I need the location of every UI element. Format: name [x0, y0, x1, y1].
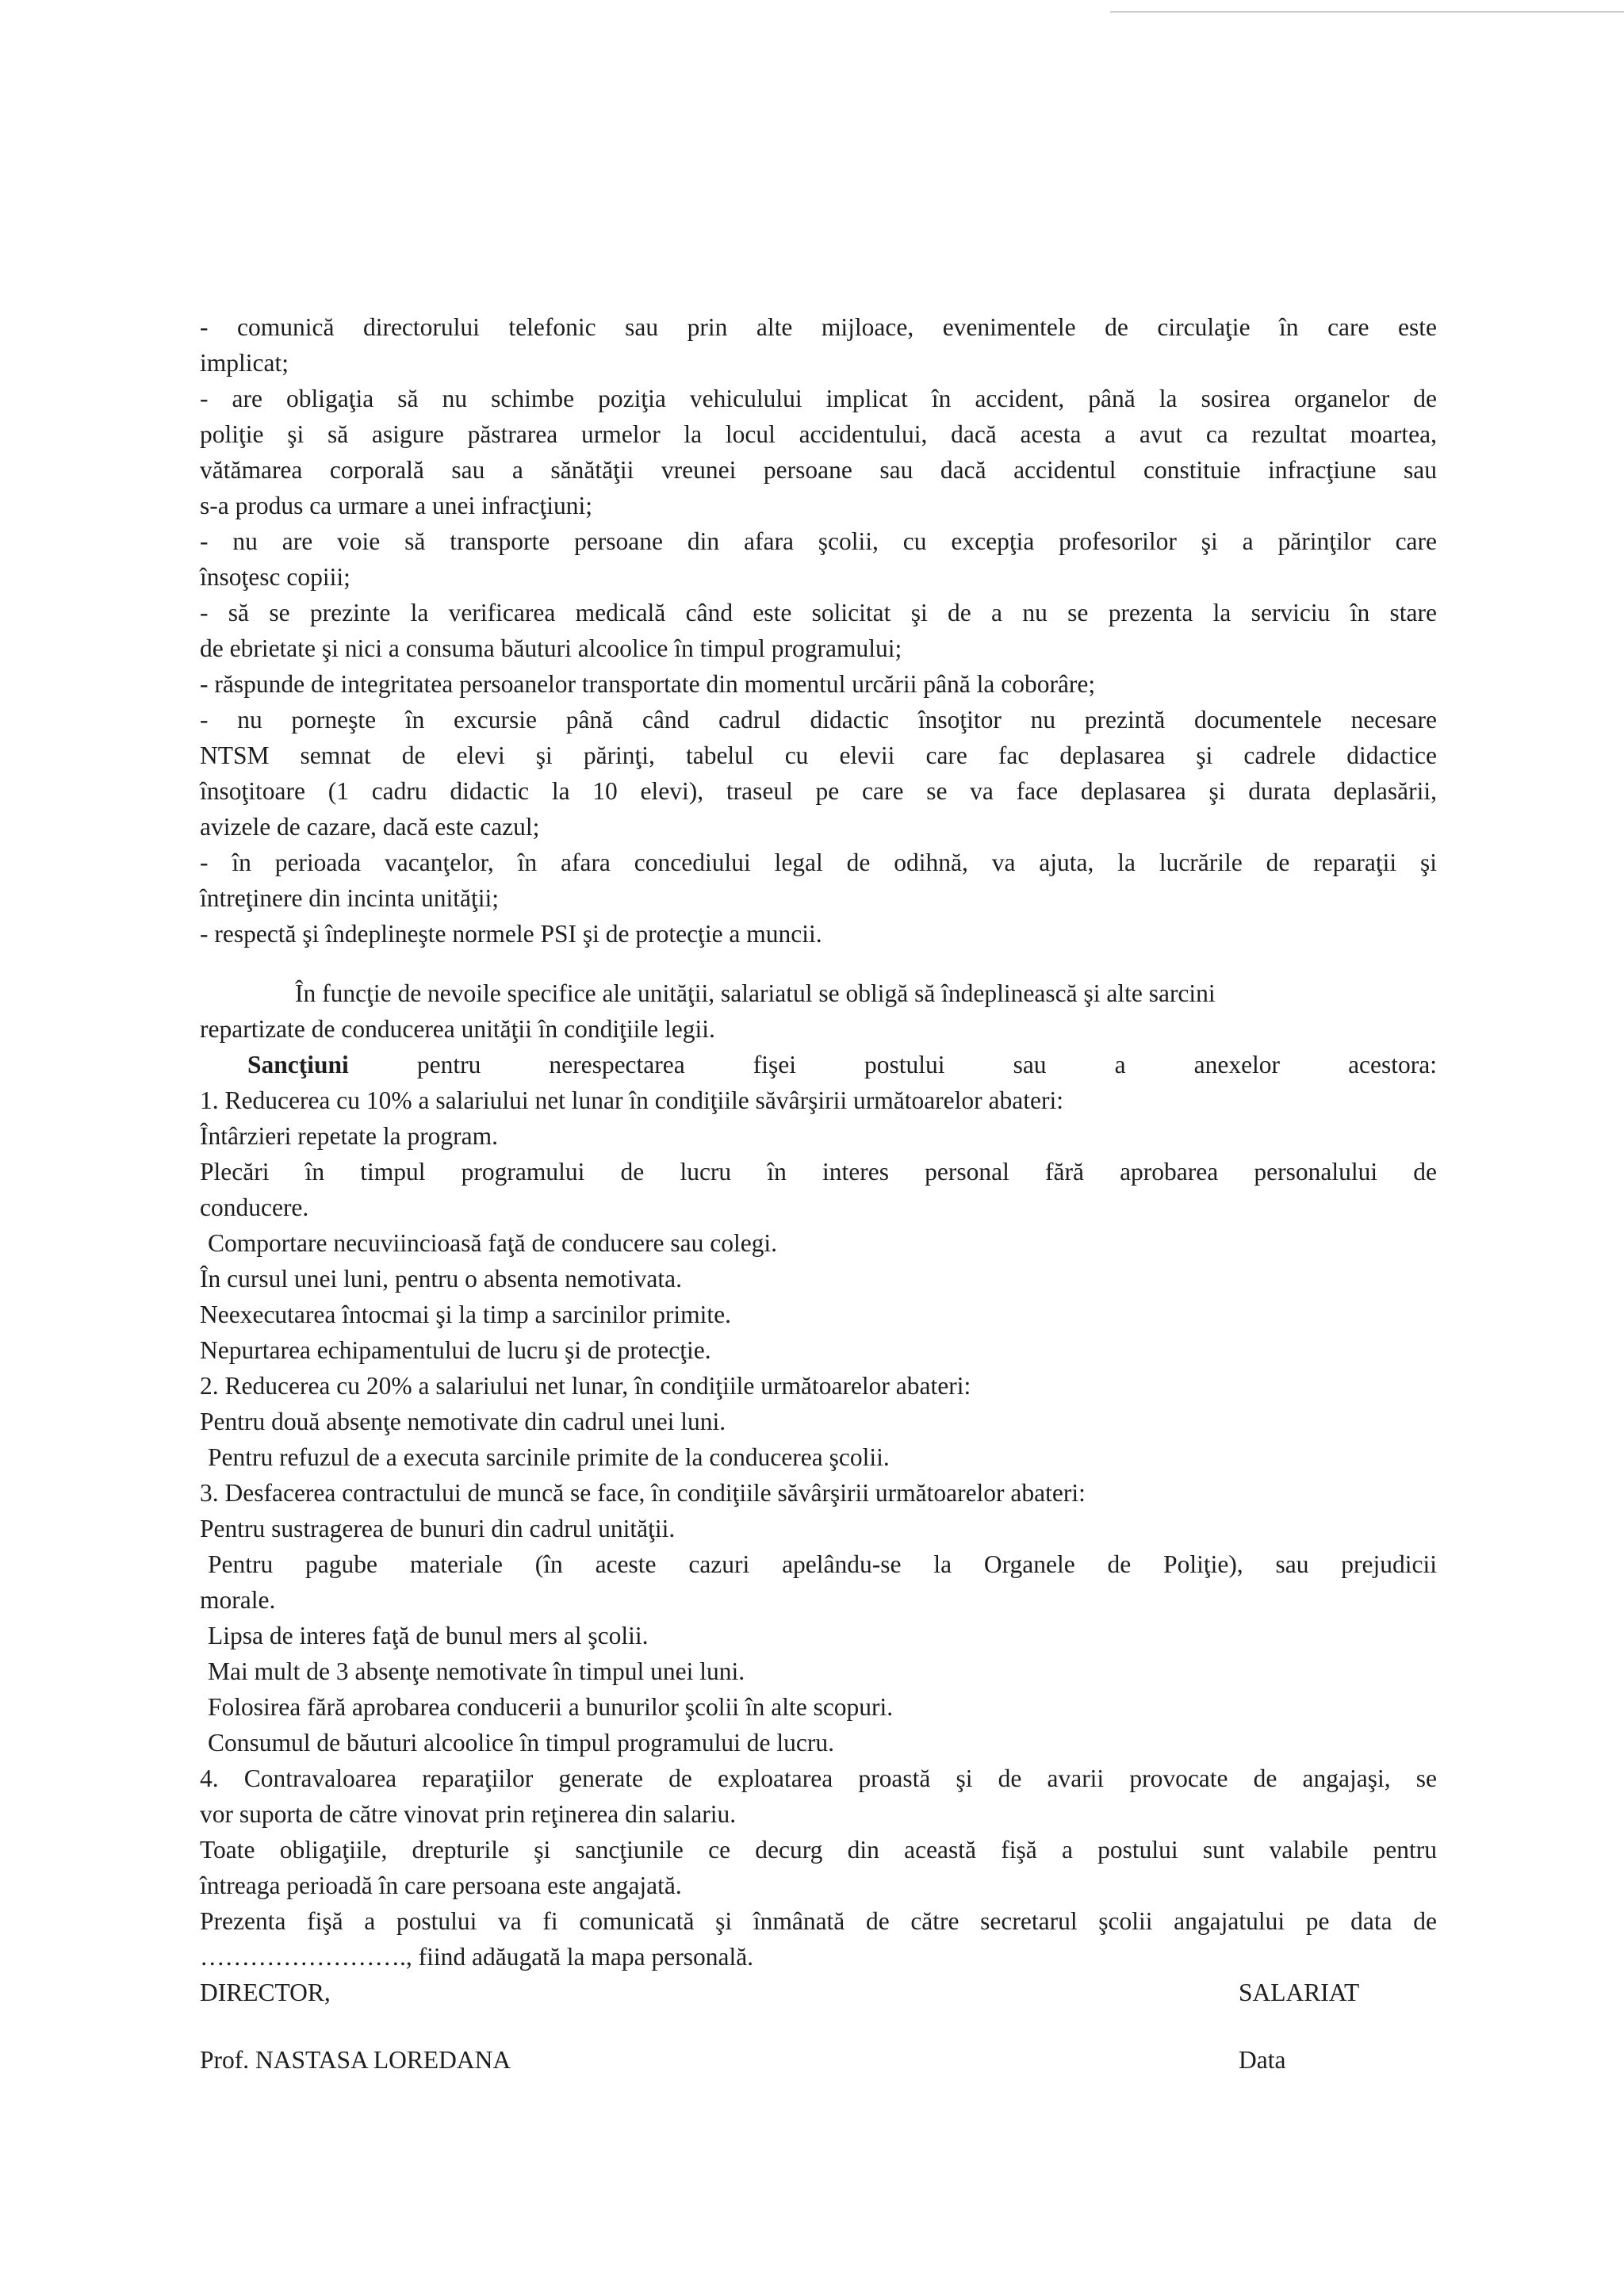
sanctions-line-p2: ……………………., fiind adăugată la mapa personală.	[200, 1943, 754, 1971]
obligations-line-o6d: avizele de cazare, dacă este cazul;	[200, 813, 540, 841]
obligations-line-o2b: poliţie şi să asigure păstrarea urmelor la locul accidentului, dacă acesta a avut ca rezultat moartea,	[200, 420, 1437, 448]
employee-title: SALARIAT	[1239, 1979, 1360, 2006]
obligations-line-o4a: - să se prezinte la verificarea medicală când este solicitat şi de a nu se prezenta la serviciu în stare	[200, 599, 1437, 626]
sanctions-line-s1e: În cursul unei luni, pentru o absenta nemotivata.	[200, 1265, 682, 1293]
obligations-line-o7a: - în perioada vacanţelor, în afara concediului legal de odihnă, va ajuta, la lucrările de reparaţii şi	[200, 849, 1437, 876]
obligations-line-o6a: - nu porneşte în excursie până când cadrul didactic însoţitor nu prezintă documentele necesare	[200, 706, 1437, 734]
employee-date: Data	[1239, 2046, 1286, 2074]
signature-row-titles	[200, 1975, 1381, 2010]
sanctions-line-p1: Prezenta fişă a postului va fi comunicată şi înmânată de către secretarul şcolii angajatului pe data de	[200, 1907, 1437, 1935]
obligations-line-o8: - respectă şi îndeplineşte normele PSI şi de protecţie a muncii.	[200, 920, 822, 948]
obligations-line-o4b: de ebrietate şi nici a consuma băuturi alcoolice în timpul programului;	[200, 634, 902, 662]
sanctions-line-s3c: morale.	[200, 1586, 276, 1614]
sanctions-list	[200, 1082, 1437, 1975]
sanctions-line-s1a: Întârzieri repetate la program.	[200, 1122, 499, 1150]
sanctions-line-t1: Toate obligaţiile, drepturile şi sancţiunile ce decurg din această fişă a postului sunt valabile pentru	[200, 1836, 1437, 1864]
scan-edge-line	[1110, 0, 1624, 13]
obligations-line-o1b: implicat;	[200, 349, 289, 377]
intro-line-2: repartizate de conducerea unităţii în condiţiile legii.	[200, 1015, 715, 1043]
sanctions-line-s2: 2. Reducerea cu 20% a salariului net lunar, în condiţiile următoarelor abateri:	[200, 1372, 971, 1400]
sanctions-line-t2: întreaga perioadă în care persoana este angajată.	[200, 1872, 682, 1899]
sanctions-line-s2a: Pentru două absenţe nemotivate din cadrul unei luni.	[200, 1408, 726, 1435]
sanctions-line-s1: 1. Reducerea cu 10% a salariului net lunar în condiţiile săvârşirii următoarelor abateri:	[200, 1086, 1063, 1114]
signature-row-names	[200, 2042, 1381, 2078]
obligations-line-o1a: - comunică directorului telefonic sau prin alte mijloace, evenimentele de circulaţie în care este	[200, 313, 1437, 341]
sanctions-line-s3e: Mai mult de 3 absenţe nemotivate în timpul unei luni.	[208, 1657, 745, 1685]
sanctions-line-s3g: Consumul de băuturi alcoolice în timpul programului de lucru.	[208, 1729, 834, 1757]
sanctions-line-s1g: Nepurtarea echipamentului de lucru şi de protecţie.	[200, 1336, 711, 1364]
obligations-line-o2d: s-a produs ca urmare a unei infracţiuni;	[200, 492, 593, 519]
sanctions-line-s3d: Lipsa de interes faţă de bunul mers al şcolii.	[208, 1622, 649, 1649]
obligations-line-o3b: însoţesc copiii;	[200, 563, 350, 591]
sanctions-heading-bold: Sancţiuni	[247, 1051, 349, 1079]
document-page	[200, 309, 1437, 2078]
obligations-line-o6c: însoţitoare (1 cadru didactic la 10 elevi), traseul pe care se va face deplasarea şi durata deplasării,	[200, 777, 1437, 805]
sanctions-line-s3f: Folosirea fără aprobarea conducerii a bunurilor şcolii în alte scopuri.	[208, 1693, 894, 1721]
sanctions-line-s1c: conducere.	[200, 1193, 309, 1221]
obligations-line-o6b: NTSM semnat de elevi şi părinţi, tabelul cu elevii care fac deplasarea şi cadrele didactice	[200, 741, 1437, 769]
obligations-line-o2c: vătămarea corporală sau a sănătăţii vreunei persoane sau dacă accidentul constituie infracţiune sau	[200, 456, 1437, 484]
obligations-line-o7b: întreţinere din incinta unităţii;	[200, 884, 500, 912]
sanctions-line-s4b: vor suporta de către vinovat prin reţinerea din salariu.	[200, 1800, 737, 1828]
obligations-line-o3a: - nu are voie să transporte persoane din afara şcolii, cu excepţia profesorilor şi a părinţilor care	[200, 527, 1437, 555]
sanctions-line-s1d: Comportare necuviincioasă faţă de conducere sau colegi.	[208, 1229, 778, 1257]
director-name: Prof. NASTASA LOREDANA	[200, 2046, 511, 2074]
sanctions-line-s3: 3. Desfacerea contractului de muncă se face, în condiţiile săvârşirii următoarelor abateri:	[200, 1479, 1086, 1507]
director-title: DIRECTOR,	[200, 1979, 331, 2006]
sanctions-heading-rest: pentru nerespectarea fişei postului sau a anexelor acestora:	[416, 1051, 1438, 1079]
intro-line-1: În funcţie de nevoile specifice ale unităţii, salariatul se obligă să îndeplinească şi alte sarcini	[295, 979, 1216, 1007]
sanctions-line-s1f: Neexecutarea întocmai şi la timp a sarcinilor primite.	[200, 1301, 731, 1328]
sanctions-line-s4a: 4. Contravaloarea reparaţiilor generate de exploatarea proastă şi de avarii provocate de angajaşi, se	[200, 1764, 1437, 1792]
sanctions-line-s3b: Pentru pagube materiale (în aceste cazuri apelându-se la Organele de Poliţie), sau prejudicii	[208, 1550, 1437, 1578]
sanctions-line-s1b: Plecări în timpul programului de lucru în interes personal fără aprobarea personalului de	[200, 1158, 1437, 1186]
obligations-line-o5: - răspunde de integritatea persoanelor transportate din momentul urcării până la coborâre;	[200, 670, 1096, 698]
sanctions-line-s3a: Pentru sustragerea de bunuri din cadrul unităţii.	[200, 1515, 676, 1542]
obligations-list	[200, 309, 1437, 952]
obligations-line-o2a: - are obligaţia să nu schimbe poziţia vehiculului implicat în accident, până la sosirea organelor de	[200, 385, 1437, 412]
sanctions-line-s2b: Pentru refuzul de a executa sarcinile primite de la conducerea şcolii.	[208, 1443, 890, 1471]
sanctions-header	[200, 1047, 1437, 1082]
